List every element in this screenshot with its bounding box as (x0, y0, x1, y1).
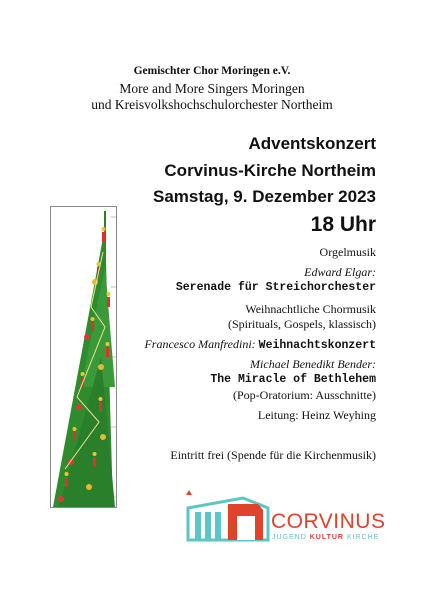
christmas-tree-icon (51, 207, 116, 507)
program-conductor: Leitung: Heinz Weyhing (257, 408, 376, 422)
program-work-miracle: The Miracle of Bethlehem (210, 373, 376, 386)
logo-wordmark: CORVINUS (271, 510, 386, 533)
organizer-line-1: Gemischter Chor Moringen e.V. (133, 65, 291, 77)
program-manfredini-line (144, 337, 376, 352)
corvinus-logo-icon (183, 490, 273, 545)
program-work-serenade: Serenade für Streichorchester (175, 281, 376, 294)
logo-tagline-kultur: KULTUR (309, 534, 344, 541)
program-item-organ: Orgelmusik (319, 245, 376, 259)
logo-tagline-kirche: KIRCHE (346, 534, 380, 541)
organizer-line-2: More and More Singers Moringen (119, 81, 305, 96)
admission-note: Eintritt frei (Spende für die Kirchenmusik) (170, 448, 376, 462)
program-work-weihnachtskonzert: Weihnachtskonzert (258, 339, 376, 352)
program-item-choir: Weihnachtliche Chormusik (245, 302, 376, 316)
program-item-choir-detail: (Spirituals, Gospels, klassisch) (228, 317, 376, 331)
christmas-tree-illustration (50, 206, 117, 508)
event-venue: Corvinus-Kirche Northeim (164, 161, 376, 180)
event-title: Adventskonzert (248, 134, 376, 153)
program-composer-manfredini: Francesco Manfredini: (144, 337, 256, 351)
program-work-miracle-note: (Pop-Oratorium: Ausschnitte) (233, 388, 376, 402)
program-composer-bender: Michael Benedikt Bender: (250, 357, 376, 371)
event-date: Samstag, 9. Dezember 2023 (152, 187, 376, 206)
logo-tagline (272, 534, 379, 541)
logo-tagline-jugend: JUGEND (272, 534, 307, 541)
organizer-line-3: und Kreisvolkshochschulorchester Northeim (91, 97, 333, 112)
event-time: 18 Uhr (310, 213, 376, 236)
program-composer-elgar: Edward Elgar: (304, 265, 376, 279)
